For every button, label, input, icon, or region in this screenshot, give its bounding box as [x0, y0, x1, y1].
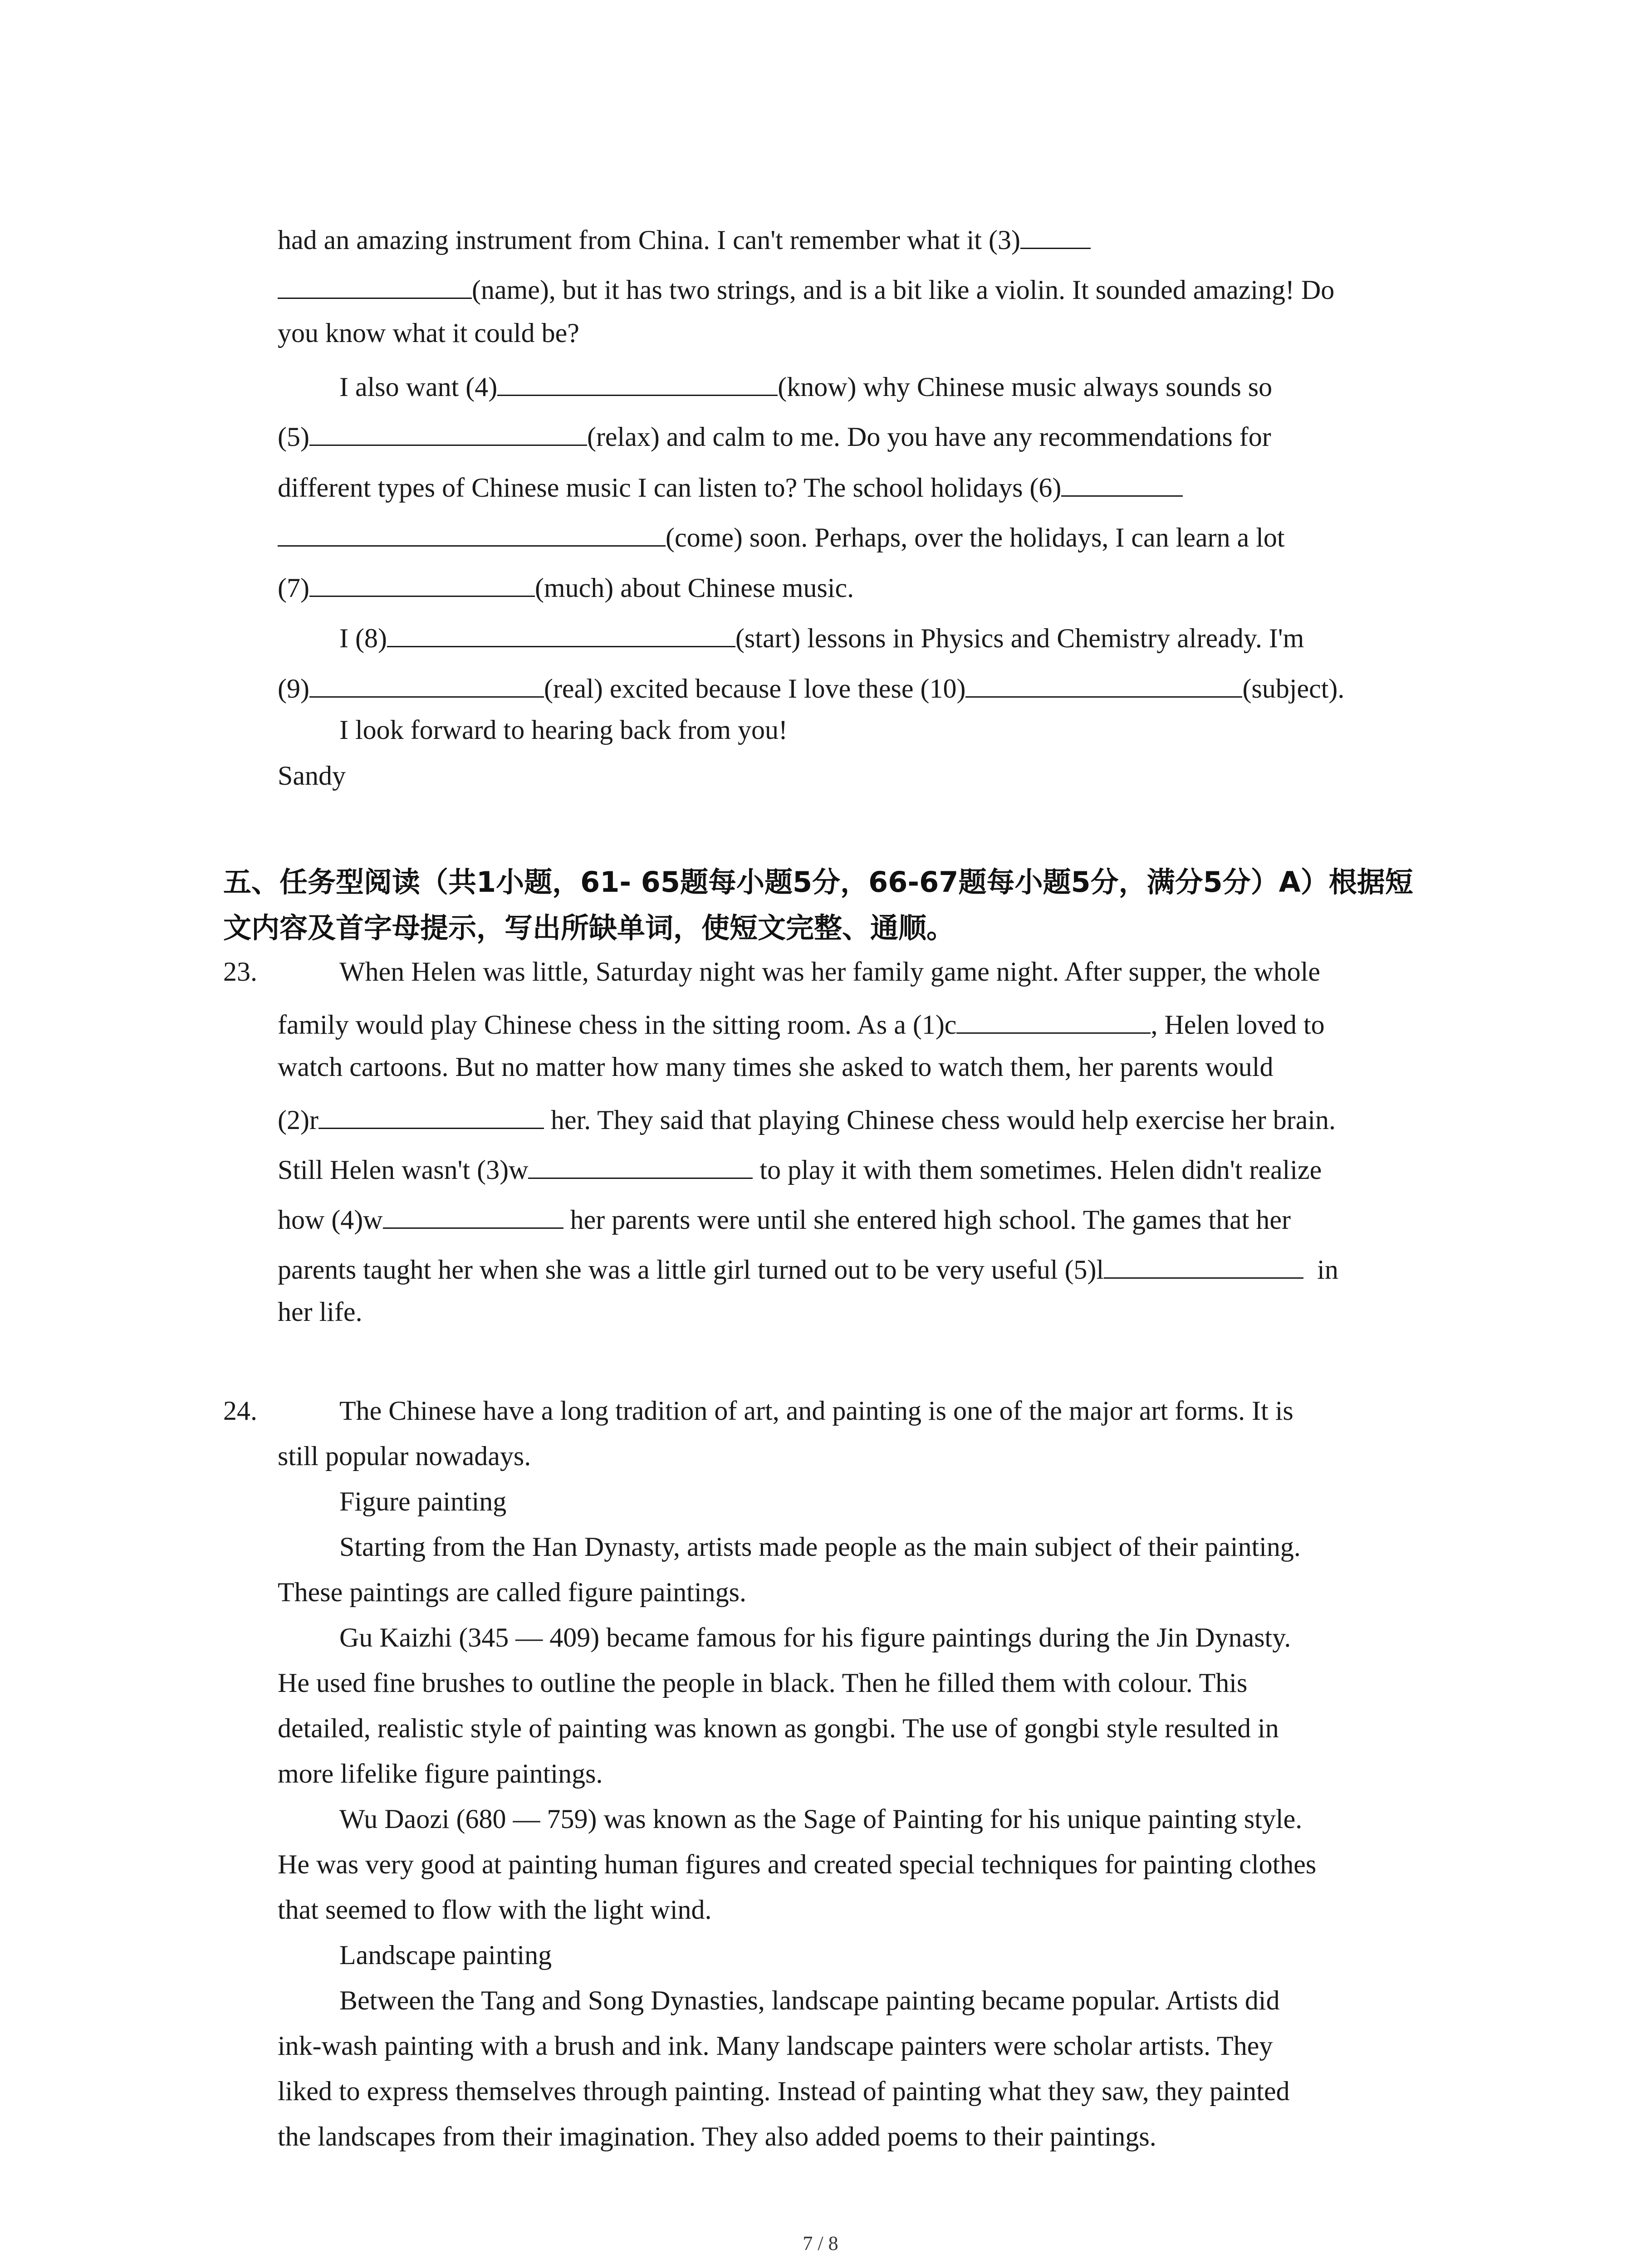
- text: (real) excited because I love these (10): [544, 674, 966, 704]
- answer-blank-3-cont[interactable]: [278, 271, 472, 299]
- q24-line: The Chinese have a long tradition of art, and painting is one of the major art forms. It is: [339, 1396, 1293, 1426]
- subheading-figure-painting: Figure painting: [339, 1486, 507, 1516]
- answer-blank-q23-2[interactable]: [318, 1101, 544, 1129]
- q23-line: [278, 1151, 1322, 1186]
- q24-line: Wu Daozi (680 — 759) was known as the Sage of Painting for his unique painting style.: [339, 1804, 1303, 1834]
- text: (7): [278, 573, 309, 603]
- q24-line: He was very good at painting human figures and created special techniques for painting clothes: [278, 1849, 1317, 1879]
- text: in: [1317, 1255, 1338, 1285]
- q23-line: [278, 1251, 1338, 1286]
- q24-line: the landscapes from their imagination. They also added poems to their paintings.: [278, 2121, 1156, 2151]
- section-heading: 五、任务型阅读（共1小题，61- 65题每小题5分，66-67题每小题5分，满分5分）A）根据短: [223, 865, 1413, 899]
- text: (2)r: [278, 1105, 318, 1135]
- text: (come) soon. Perhaps, over the holidays, I can learn a lot: [666, 523, 1285, 552]
- text: her parents were until she entered high school. The games that her: [570, 1205, 1291, 1235]
- q23-line: her life.: [278, 1297, 362, 1327]
- page-number: 7 / 8: [803, 2232, 838, 2254]
- q24-line: liked to express themselves through painting. Instead of painting what they saw, they painted: [278, 2076, 1290, 2106]
- q23-line: [278, 1201, 1291, 1236]
- letter-line: [278, 569, 854, 604]
- text: (name), but it has two strings, and is a bit like a violin. It sounded amazing! Do: [472, 275, 1335, 305]
- text: (subject).: [1242, 674, 1345, 704]
- q23-line: [278, 1101, 1336, 1136]
- q24-line: more lifelike figure paintings.: [278, 1759, 603, 1789]
- text: (5): [278, 422, 309, 452]
- letter-line: [339, 714, 788, 746]
- letter-line: [278, 318, 579, 349]
- letter-line: [278, 469, 1183, 503]
- text: how (4)w: [278, 1205, 383, 1235]
- letter-line: [278, 670, 1344, 704]
- section-heading: 文内容及首字母提示，写出所缺单词，使短文完整、通顺。: [223, 911, 955, 944]
- text: , Helen loved to: [1151, 1010, 1325, 1040]
- letter-signature: [278, 760, 346, 792]
- answer-blank-6[interactable]: [1061, 469, 1183, 497]
- answer-blank-10[interactable]: [965, 670, 1242, 698]
- text: (much) about Chinese music.: [534, 573, 854, 603]
- text: had an amazing instrument from China. I can't remember what it (3): [278, 225, 1020, 255]
- text: I also want (4): [339, 372, 498, 402]
- text: parents taught her when she was a little girl turned out to be very useful (5)l: [278, 1255, 1104, 1285]
- q24-line: ink-wash painting with a brush and ink. Many landscape painters were scholar artists. They: [278, 2031, 1273, 2061]
- answer-blank-q23-1[interactable]: [956, 1006, 1151, 1034]
- q23-line: watch cartoons. But no matter how many times she asked to watch them, her parents would: [278, 1052, 1274, 1082]
- subheading-landscape-painting: Landscape painting: [339, 1940, 552, 1970]
- letter-line: [278, 519, 1285, 553]
- question-number: 23.: [223, 957, 257, 987]
- text: family would play Chinese chess in the sitting room. As a (1)c: [278, 1010, 957, 1040]
- question-number: 24.: [223, 1396, 257, 1426]
- answer-blank-6-cont[interactable]: [278, 519, 666, 547]
- q24-line: Starting from the Han Dynasty, artists made people as the main subject of their painting.: [339, 1532, 1301, 1562]
- letter-line: [278, 418, 1271, 453]
- q23-line: [278, 1006, 1325, 1041]
- text: I look forward to hearing back from you!: [339, 715, 788, 745]
- text: you know what it could be?: [278, 318, 579, 348]
- q24-line: still popular nowadays.: [278, 1441, 531, 1471]
- text: her. They said that playing Chinese chess would help exercise her brain.: [550, 1105, 1336, 1135]
- answer-blank-7[interactable]: [309, 569, 535, 597]
- answer-blank-9[interactable]: [309, 670, 544, 698]
- q23-line: When Helen was little, Saturday night was her family game night. After supper, the whole: [339, 957, 1321, 987]
- answer-blank-q23-5[interactable]: [1104, 1251, 1303, 1279]
- letter-line: [339, 620, 1304, 654]
- text: to play it with them sometimes. Helen didn't realize: [759, 1155, 1322, 1185]
- text: I (8): [339, 623, 387, 653]
- text: (know) why Chinese music always sounds so: [778, 372, 1273, 402]
- text: Sandy: [278, 761, 346, 791]
- answer-blank-q23-4[interactable]: [383, 1201, 563, 1229]
- q24-line: detailed, realistic style of painting was known as gongbi. The use of gongbi style resulted in: [278, 1713, 1279, 1743]
- text: (9): [278, 674, 309, 704]
- answer-blank-8[interactable]: [387, 620, 735, 647]
- q24-line: Between the Tang and Song Dynasties, landscape painting became popular. Artists did: [339, 1985, 1280, 2015]
- answer-blank-5[interactable]: [309, 418, 587, 446]
- q24-line: He used fine brushes to outline the people in black. Then he filled them with colour. This: [278, 1668, 1248, 1698]
- q24-line: These paintings are called figure paintings.: [278, 1577, 746, 1607]
- answer-blank-3[interactable]: [1020, 221, 1091, 249]
- letter-line: [278, 271, 1334, 306]
- text: different types of Chinese music I can listen to? The school holidays (6): [278, 473, 1062, 503]
- q24-line: Gu Kaizhi (345 — 409) became famous for his figure paintings during the Jin Dynasty.: [339, 1623, 1291, 1652]
- letter-line: [339, 368, 1272, 403]
- answer-blank-4[interactable]: [497, 368, 778, 396]
- letter-line: [278, 221, 1091, 256]
- text: (start) lessons in Physics and Chemistry already. I'm: [735, 623, 1304, 653]
- q24-line: that seemed to flow with the light wind.: [278, 1895, 712, 1925]
- text: (relax) and calm to me. Do you have any recommendations for: [587, 422, 1271, 452]
- answer-blank-q23-3[interactable]: [528, 1151, 753, 1179]
- text: Still Helen wasn't (3)w: [278, 1155, 529, 1185]
